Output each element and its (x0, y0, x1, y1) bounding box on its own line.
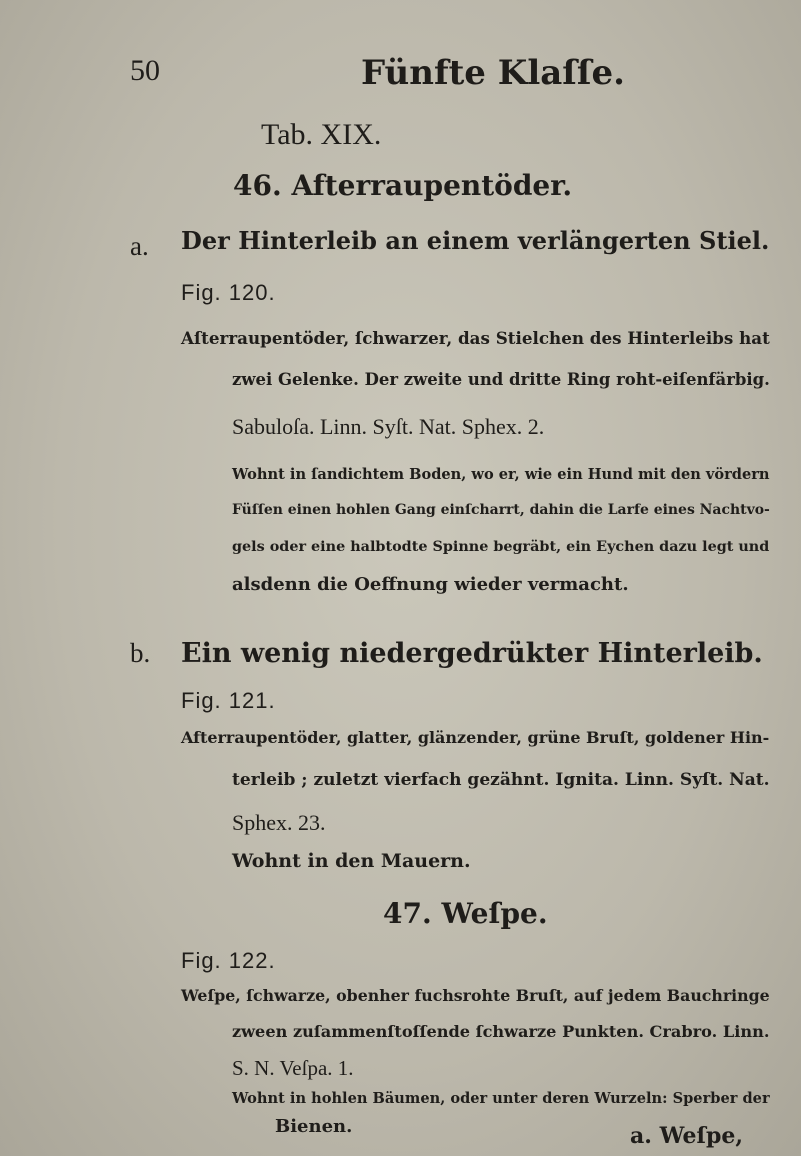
plate-reference: Tab. XIX. (261, 118, 382, 151)
habitat-line: Wohnt in den Mauern. (232, 850, 471, 872)
habitat-line: Füſſen einen hohlen Gang einſcharrt, dahin die Larfe eines Nachtvo- (232, 502, 770, 518)
description-line: terleib ; zuletzt vierfach gezähnt. Ignita. Linn. Syſt. Nat. (232, 770, 770, 790)
section-heading-46: 46. Afterraupentöder. (233, 169, 573, 202)
habitat-line: Bienen. (275, 1116, 353, 1137)
figure-label-121: Fig. 121. (181, 688, 276, 713)
figure-label-120: Fig. 120. (181, 280, 276, 305)
catchword: a. Weſpe, (630, 1123, 743, 1149)
running-header: Fünfte Klaſſe. (361, 53, 625, 93)
section-heading-47: 47. Weſpe. (383, 897, 548, 930)
description-line: Sphex. 23. (232, 810, 326, 835)
description-line: Aſterraupentöder, ſchwarzer, das Stielchen des Hinterleibs hat (181, 328, 770, 348)
habitat-line: alsdenn die Oeffnung wieder vermacht. (232, 574, 629, 595)
description-line: Sabuloſa. Linn. Syſt. Nat. Sphex. 2. (232, 414, 545, 439)
subsection-marker-b: b. (130, 638, 151, 668)
habitat-line: gels oder eine halbtodte Spinne begräbt, ein Eychen dazu legt und (232, 539, 770, 555)
page-number: 50 (130, 54, 160, 87)
habitat-line: Wohnt in ſandichtem Boden, wo er, wie ein Hund mit den vördern (232, 466, 770, 483)
subsection-marker-a: a. (130, 231, 149, 261)
figure-label-122: Fig. 122. (181, 948, 276, 973)
description-line: Afterraupentöder, glatter, glänzender, grüne Bruſt, goldener Hin- (181, 728, 770, 747)
description-line: zween zuſammenſtoſſende ſchwarze Punkten. Crabro. Linn. (232, 1022, 770, 1041)
description-line: Weſpe, ſchwarze, obenher fuchsrohte Bruſt, auf jedem Bauchringe (181, 986, 770, 1005)
subsection-title-b: Ein wenig niedergedrükter Hinterleib. (181, 638, 763, 669)
subsection-title-a: Der Hinterleib an einem verlängerten Stiel. (181, 226, 770, 255)
description-line: zwei Gelenke. Der zweite und dritte Ring roht-eiſenfärbig. (232, 370, 770, 389)
description-line: S. N. Veſpa. 1. (232, 1056, 354, 1080)
habitat-line: Wohnt in hohlen Bäumen, oder unter deren Wurzeln: Sperber der (232, 1090, 770, 1107)
